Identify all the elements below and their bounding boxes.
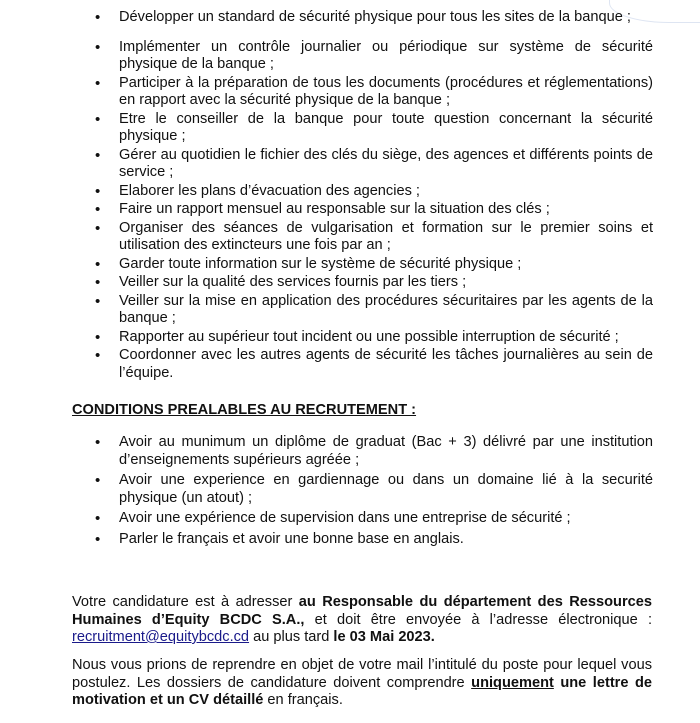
- bullet-icon: •: [95, 347, 101, 364]
- conditions-list: [95, 434, 653, 551]
- bullet-icon: •: [95, 328, 101, 346]
- list-item: • Coordonner avec les autres agents de sécurité les tâches journalières au sein de l’équipe.: [95, 347, 653, 381]
- list-item: • Implémenter un contrôle journalier ou périodique sur système de sécurité physique de la banque ;: [95, 38, 653, 72]
- bullet-icon: •: [95, 74, 101, 92]
- email-link[interactable]: recruitment@equitybcdc.cd: [72, 629, 250, 645]
- list-item: • Organiser des séances de vulgarisation et formation sur le premier soins et utilisation des extincteurs une fois par an ;: [95, 219, 653, 253]
- list-item: • Veiller sur la mise en application des procédures sécuritaires par les agents de la banque ;: [95, 292, 653, 326]
- list-item: • Avoir une experience en gardiennage ou dans un domaine lié à la securité physique (un atout) ;: [95, 472, 653, 506]
- deadline-text: le 03 Mai 2023.: [333, 629, 435, 645]
- bullet-icon: •: [95, 472, 101, 489]
- bullet-icon: •: [95, 274, 101, 291]
- list-item: • Rapporter au supérieur tout incident ou une possible interruption de sécurité ;: [95, 328, 619, 346]
- bullet-icon: •: [95, 201, 101, 218]
- bullet-icon: •: [95, 219, 101, 237]
- list-item: • Participer à la préparation de tous les documents (procédures et réglementations) en rapport avec la sécurité physique de la banque ;: [95, 74, 653, 108]
- list-item: • Elaborer les plans d’évacuation des agencies ;: [95, 182, 420, 200]
- duties-list: [95, 9, 653, 383]
- bullet-icon: •: [95, 146, 101, 164]
- bullet-icon: •: [95, 530, 101, 548]
- bullet-icon: •: [95, 182, 101, 200]
- application-paragraph: Votre candidature est à adresser au Responsable du département des Ressources Humaines d’Equity BCDC S.A., et doit être envoyée à l’adresse électronique : recruitment@equitybcdc.cd au plus tard le 03 Mai 2023.: [72, 594, 652, 645]
- bullet-icon: •: [95, 510, 101, 527]
- list-item: • Parler le français et avoir une bonne base en anglais.: [95, 530, 464, 548]
- bullet-icon: •: [95, 434, 101, 451]
- bullet-icon: •: [95, 110, 101, 128]
- recipient-text: au Responsable du département des Ressources Humaines d’Equity BCDC S.A.,: [72, 594, 652, 628]
- list-item: • Veiller sur la qualité des services fournis par les tiers ;: [95, 274, 467, 291]
- bullet-icon: •: [95, 255, 101, 273]
- bullet-icon: •: [95, 292, 101, 310]
- conditions-heading: CONDITIONS PREALABLES AU RECRUTEMENT :: [72, 402, 417, 418]
- list-item: • Garder toute information sur le système de sécurité physique ;: [95, 255, 522, 273]
- list-item: • Avoir au munimum un diplôme de graduat (Bac + 3) délivré par une institution d’enseignements supérieurs agréée ;: [95, 434, 653, 468]
- bullet-icon: •: [95, 9, 101, 26]
- list-item: • Faire un rapport mensuel au responsable sur la situation des clés ;: [95, 201, 550, 218]
- documents-text: une lettre de motivation et un CV détaillé: [72, 674, 652, 708]
- list-item: • Gérer au quotidien le fichier des clés du siège, des agences et différents points de service ;: [95, 146, 653, 180]
- uniquement-text: uniquement: [471, 674, 554, 691]
- bullet-icon: •: [95, 38, 101, 56]
- list-item: • Développer un standard de sécurité physique pour tous les sites de la banque ;: [95, 9, 631, 26]
- list-item: • Avoir une expérience de supervision dans une entreprise de sécurité ;: [95, 510, 571, 527]
- instructions-paragraph: Nous vous prions de reprendre en objet de votre mail l’intitulé du poste pour lequel vous postulez. Les dossiers de candidature doivent comprendre uniquement une lettre de motivation et un CV détaillé en français.: [72, 657, 652, 708]
- list-item: • Etre le conseiller de la banque pour toute question concernant la sécurité physique ;: [95, 110, 653, 144]
